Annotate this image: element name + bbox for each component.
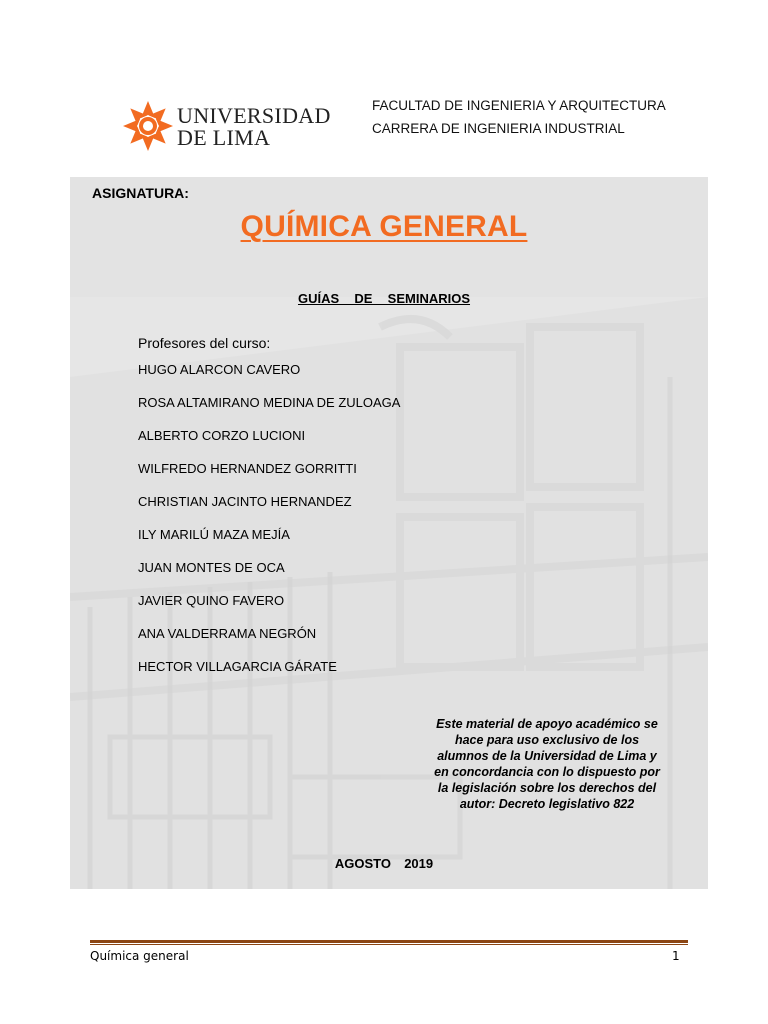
publication-date: AGOSTO 2019 — [334, 856, 434, 871]
professors-label: Profesores del curso: — [138, 335, 271, 351]
footer-title: Química general — [90, 949, 189, 963]
professor-name: WILFREDO HERNANDEZ GORRITTI — [138, 461, 357, 476]
professor-name: ANA VALDERRAMA NEGRÓN — [138, 626, 317, 641]
logo-line-1: UNIVERSIDAD — [177, 103, 331, 128]
document-subtitle: GUÍAS DE SEMINARIOS — [297, 291, 471, 306]
professor-name: ILY MARILÚ MAZA MEJÍA — [138, 527, 290, 542]
professor-name: ROSA ALTAMIRANO MEDINA DE ZULOAGA — [138, 395, 401, 410]
professor-name: CHRISTIAN JACINTO HERNANDEZ — [138, 494, 352, 509]
university-logo — [122, 100, 332, 154]
notice-line: la legislación sobre los derechos del — [437, 781, 657, 795]
course-title: QUÍMICA GENERAL — [240, 210, 528, 243]
page-number: 1 — [672, 949, 680, 963]
notice-line: hace para uso exclusivo de los — [454, 733, 640, 747]
professor-name: ALBERTO CORZO LUCIONI — [138, 428, 306, 443]
professors-list — [138, 362, 400, 692]
professor-name: JUAN MONTES DE OCA — [138, 560, 285, 575]
footer-rule-thick — [90, 940, 688, 943]
professor-name: JAVIER QUINO FAVERO — [138, 593, 285, 608]
faculty-block — [372, 94, 666, 140]
star-icon — [122, 100, 174, 152]
notice-line: Este material de apoyo académico se — [436, 717, 658, 731]
logo-line-2: DE LIMA — [177, 125, 271, 150]
professor-name: HECTOR VILLAGARCIA GÁRATE — [138, 659, 337, 674]
copyright-notice — [412, 716, 682, 812]
notice-line: alumnos de la Universidad de Lima y — [437, 749, 657, 763]
notice-line: autor: Decreto legislativo 822 — [459, 797, 635, 811]
career-name: CARRERA DE INGENIERIA INDUSTRIAL — [372, 121, 625, 136]
footer-rule-thin — [90, 944, 688, 945]
professor-name: HUGO ALARCON CAVERO — [138, 362, 301, 377]
faculty-name: FACULTAD DE INGENIERIA Y ARQUITECTURA — [372, 98, 666, 113]
logo-wordmark — [177, 105, 331, 149]
subject-label: ASIGNATURA: — [92, 185, 189, 201]
notice-line: en concordancia con lo dispuesto por — [434, 765, 660, 779]
